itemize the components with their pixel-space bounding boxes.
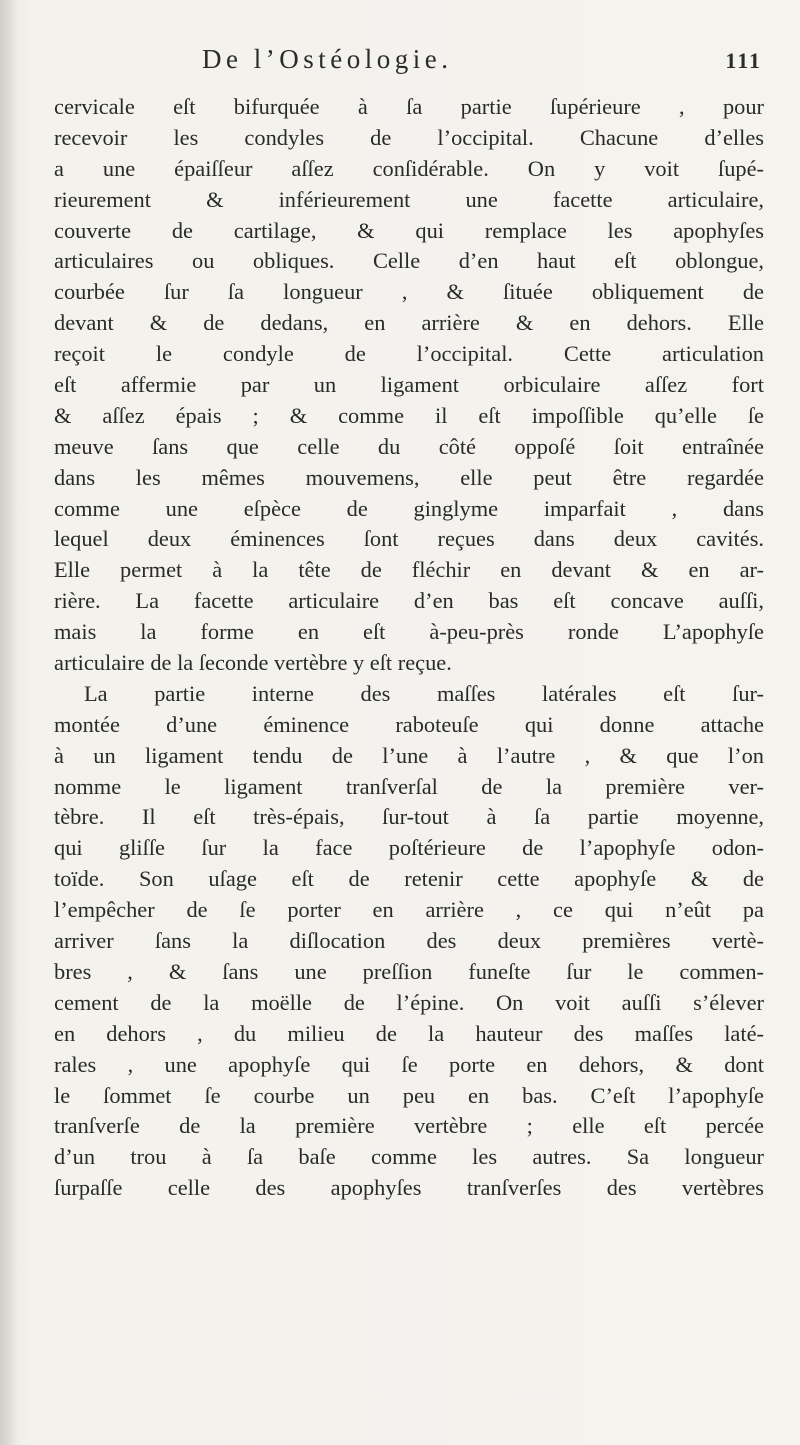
page-number: 111 [725,48,762,73]
text-line: courbée ſur ſa longueur , & ſituée obliquement de [54,279,764,305]
text-line: rière. La facette articulaire d’en bas eſt concave auſſi, [54,588,764,614]
text-line: toïde. Son uſage eſt de retenir cette apophyſe & de [54,866,764,892]
text-line: devant & de dedans, en arrière & en dehors. Elle [54,310,764,336]
text-line: & aſſez épais ; & comme il eſt impoſſible qu’elle ſe [54,402,764,428]
text-line: articulaire de la ſeconde vertèbre y eſt reçue. [54,650,452,676]
text-line: meuve ſans que celle du côté oppoſé ſoit entraînée [54,433,764,459]
text-line: rieurement & inférieurement une facette articulaire, [54,186,764,212]
text-line: ſurpaſſe celle des apophyſes tranſverſes des vertèbres [54,1175,764,1201]
text-line: Elle permet à la tête de fléchir en devant & en ar- [54,557,764,583]
text-line: cervicale eſt bifurquée à ſa partie ſupérieure , pour [54,94,764,119]
running-head [202,44,762,84]
text-line: reçoit le condyle de l’occipital. Cette articulation [54,341,764,367]
text-line: le ſommet ſe courbe un peu en bas. C’eſt l’apophyſe [54,1082,764,1108]
text-line: bres , & ſans une preſſion funeſte ſur le commen- [54,958,764,984]
text-line: eſt affermie par un ligament orbiculaire aſſez fort [54,372,764,398]
body-text [54,92,764,1204]
text-line: cement de la moëlle de l’épine. On voit auſſi s’élever [54,989,764,1015]
text-line: nomme le ligament tranſverſal de la première ver- [54,773,764,799]
text-line: recevoir les condyles de l’occipital. Chacune d’elles [54,124,764,150]
text-line: comme une eſpèce de ginglyme imparfait , dans [54,495,764,521]
text-line: arriver ſans la diſlocation des deux premières vertè- [54,928,764,954]
text-line: à un ligament tendu de l’une à l’autre , & que l’on [54,742,764,768]
text-line: lequel deux éminences ſont reçues dans deux cavités. [54,526,764,552]
text-line: rales , une apophyſe qui ſe porte en dehors, & dont [54,1051,764,1077]
running-title: De l’Ostéologie. [202,44,453,74]
text-line: mais la forme en eſt à-peu-près ronde L’apophyſe [54,619,764,645]
text-line: d’un trou à ſa baſe comme les autres. Sa longueur [54,1144,764,1170]
text-line: a une épaiſſeur aſſez conſidérable. On y voit ſupé- [54,155,764,181]
text-line: en dehors , du milieu de la hauteur des maſſes laté- [54,1020,764,1046]
text-line: tèbre. Il eſt très-épais, ſur-tout à ſa partie moyenne, [54,804,764,830]
text-line: dans les mêmes mouvemens, elle peut être regardée [54,464,764,490]
text-line: tranſverſe de la première vertèbre ; elle eſt percée [54,1113,764,1139]
binding-shadow [0,0,18,1445]
text-line: montée d’une éminence raboteuſe qui donne attache [54,711,764,737]
text-line: couverte de cartilage, & qui remplace les apophyſes [54,217,764,243]
paragraph-start-line: La partie interne des maſſes latérales eſt ſur- [84,680,764,706]
text-line: qui gliſſe ſur la face poſtérieure de l’apophyſe odon- [54,835,764,861]
text-line: l’empêcher de ſe porter en arrière , ce qui n’eût pa [54,897,764,923]
text-line: articulaires ou obliques. Celle d’en haut eſt oblongue, [54,248,764,274]
